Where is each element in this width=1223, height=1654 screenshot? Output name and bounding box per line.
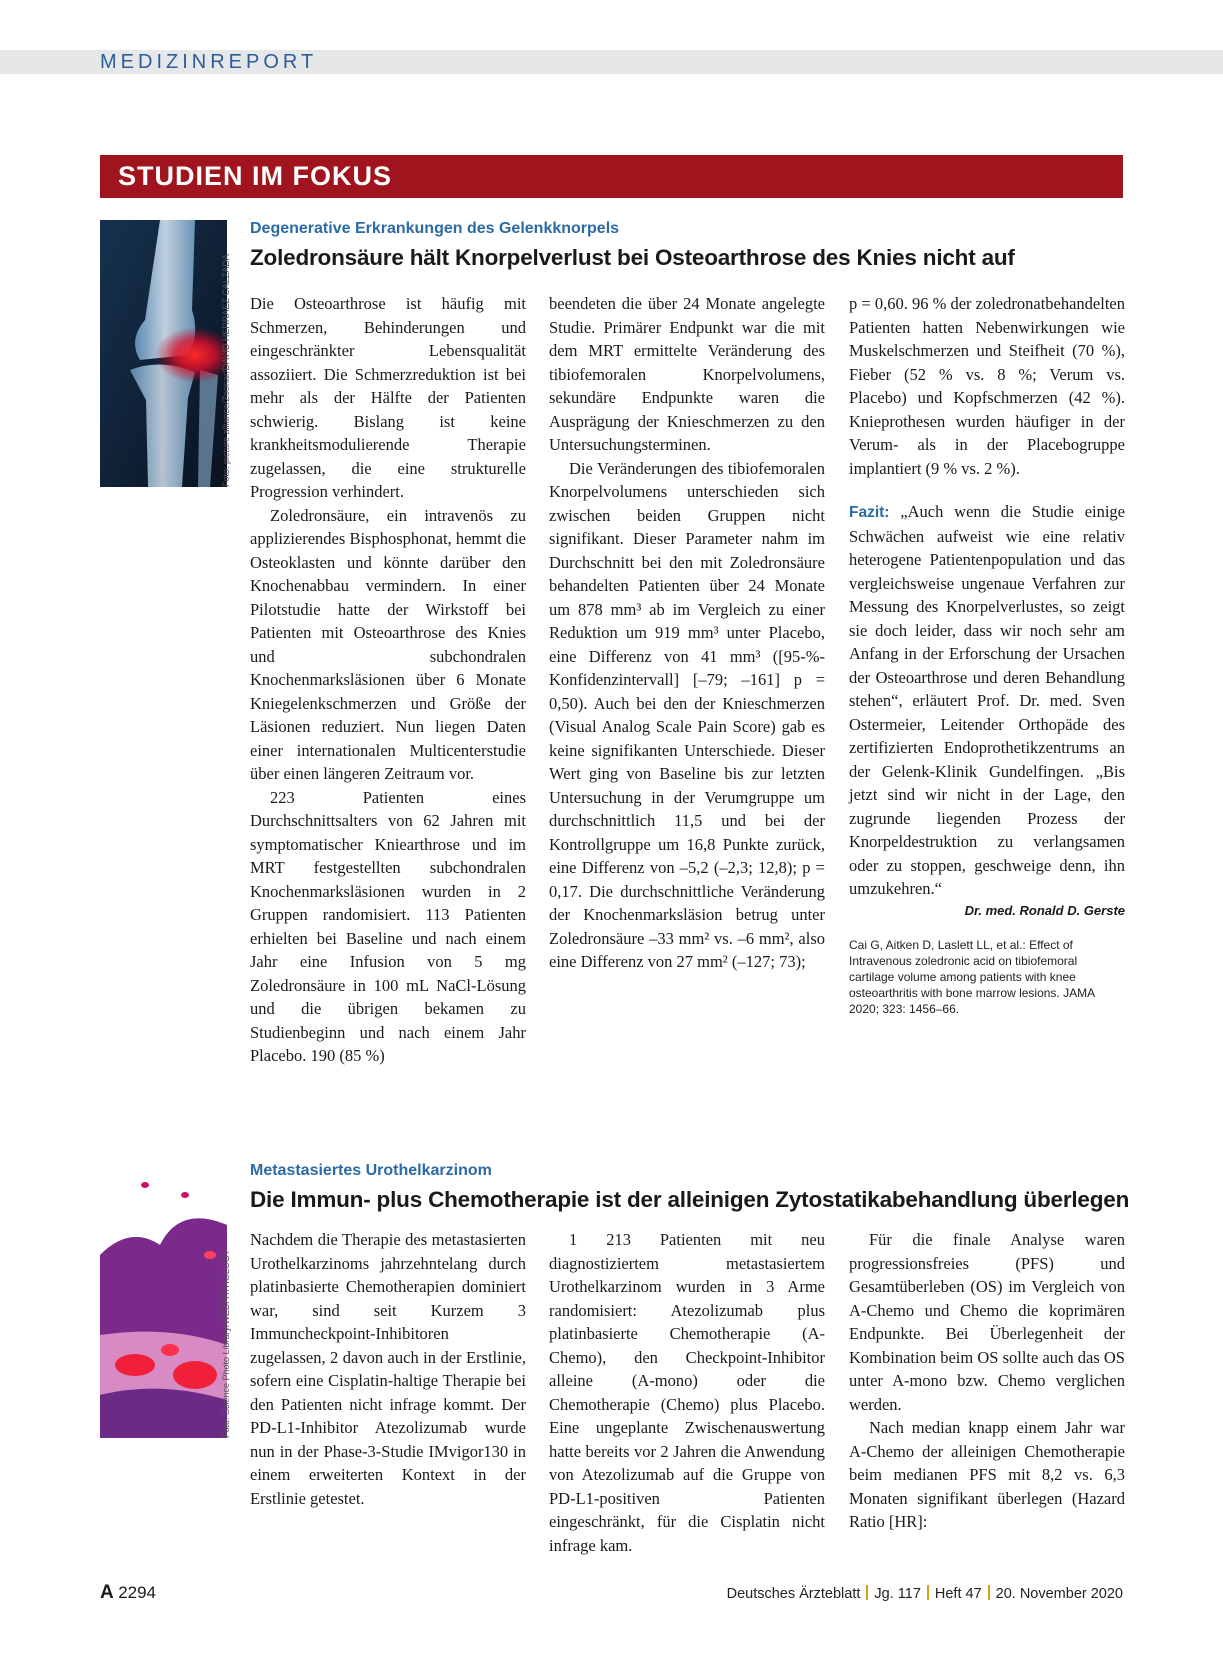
journal-date: 20. November 2020 bbox=[995, 1586, 1123, 1602]
separator bbox=[866, 1585, 868, 1600]
paragraph: Nach median knapp einem Jahr war A-Chemo der alleinigen Chemotherapie beim medianen PFS mit 8,2 vs. 6,3 Monaten signifikant überlegen (Hazard Ratio [HR]: bbox=[849, 1418, 1125, 1531]
page-number bbox=[100, 1582, 156, 1604]
separator bbox=[927, 1585, 929, 1600]
paragraph: Zoledronsäure, ein intravenös zu applizierendes Bisphosphonat, hemmt die Osteoklasten und könnte darüber den Knochenabbau vermindern. In einer Pilotstudie hatte der Wirkstoff bei Patienten mit Osteoarthrose des Knies und subchondralen Knochenmarksläsionen über 6 Monate Kniegelenkschmerzen und Größe der Läsionen reduziert. Nun liegen Daten einer internationalen Multicenterstudie über einen längeren Zeitraum vor. bbox=[250, 505, 526, 783]
article-column-1 bbox=[250, 1228, 526, 1510]
journal-volume: Jg. 117 bbox=[874, 1586, 921, 1602]
section-banner bbox=[100, 155, 1123, 198]
reference-citation: Cai G, Aitken D, Laslett LL, et al.: Effect of Intravenous zoledronic acid on tibiofemoral cartilage volume among patients with knee osteoarthritis with bone marrow lesions. JAMA 2020; 323: 1456–66. bbox=[849, 937, 1095, 1016]
fazit-paragraph bbox=[849, 500, 1125, 901]
journal-name: Deutsches Ärzteblatt bbox=[726, 1586, 861, 1602]
histology-photo bbox=[100, 1165, 227, 1438]
separator bbox=[988, 1585, 990, 1600]
banner-title: STUDIEN IM FOKUS bbox=[118, 161, 393, 191]
section-label: MEDIZINREPORT bbox=[100, 51, 318, 73]
paragraph: p = 0,60. 96 % der zoledronatbehandelten Patienten hatten Nebenwirkungen wie Muskelschmerzen und Steifheit (70 %), Fieber (52 % vs. 8 %; Verum vs. Placebo) und Kopfschmerzen (42 %). Knieprothesen wurden häufiger in der Verum- als in der Placebogruppe implantiert (9 % vs. 2 %). bbox=[849, 294, 1125, 478]
spacer bbox=[849, 480, 1125, 500]
journal-info bbox=[727, 1585, 1123, 1603]
knee-xray-photo bbox=[100, 220, 227, 487]
paragraph: 1 213 Patienten mit neu diagnostiziertem metastasiertem Urothelkarzinom wurden in 3 Arme randomisiert: Atezolizumab plus platinbasierte Chemotherapie (A-Chemo), den Checkpoint-Inhibitor alleine (A-mono) oder die Chemotherapie (Chemo) plus Placebo. Eine ungeplante Zwischenauswertung hatte bereits vor 2 Jahren die Anwendung von Atezolizumab auf die Gruppe von PD-L1-positiven Patienten eingeschränkt, für die Cisplatin nicht infrage kam. bbox=[549, 1230, 825, 1555]
photo-credit: Foto: picture alliance/Zoonar/DAVID HERRAEZ CALZADA bbox=[221, 254, 231, 487]
page-letter: A bbox=[100, 1582, 114, 1603]
fazit-text: „Auch wenn die Studie einige Schwächen aufweist wie eine relativ heterogene Patientenpopulation und das vergleichsweise ungenaue Verfahren zur Messung des Knorpelverlustes, so zeigt sie doch leider, dass wir noch sehr am Anfang in der Erforschung der Ursachen der Osteoarthrose und deren Behandlung stehen“, erläutert Prof. Dr. med. Sven Ostermeier, Leitender Orthopäde des zertifizierten Endoprothetikzentrums an der Gelenk-Klinik Gundelfingen. „Bis jetzt sind wir nicht in der Lage, den zugrunde liegenden Prozess der Knorpeldestruktion zu verlangsamen oder zu stoppen, geschweige denn, ihn umzukehren.“ bbox=[849, 502, 1126, 898]
article-headline: Die Immun- plus Chemotherapie ist der alleinigen Zytostatikabehandlung überlegen bbox=[250, 1187, 1130, 1212]
paragraph: Die Veränderungen des tibiofemoralen Knorpelvolumens unterschieden sich zwischen beiden Gruppen nicht signifikant. Dieser Parameter nahm im Durchschnitt bei den mit Zoledronsäure behandelten Patienten über 24 Monate um 878 mm³ ab im Vergleich zu einer Reduktion um 919 mm³ unter Placebo, eine Differenz von 41 mm³ ([95-%-Konfidenzintervall] [–79; –161] p = 0,50). Auch bei den der Knieschmerzen (Visual Analog Scale Pain Score) gab es keine signifikanten Unterschiede. Dieser Wert ging von Baseline bis zur letzten Untersuchung in der Verumgruppe um durchschnittlich 11,5 und bei der Kontrollgruppe um 16,8 Punkte zurück, eine Differenz von –5,2 (–2,3; 12,8); p = 0,17. Die durchschnittliche Veränderung der Knochenmarksläsion betrug unter Zoledronsäure –33 mm² vs. –6 mm², also eine Differenz von 27 mm² (–127; 73); bbox=[549, 458, 825, 971]
article-column-2 bbox=[549, 1228, 825, 1557]
author-byline: Dr. med. Ronald D. Gerste bbox=[964, 902, 1125, 918]
paragraph: beendeten die über 24 Monate angelegte Studie. Primärer Endpunkt war die mit dem MRT ermittelte Veränderung des tibiofemoralen Knorpelvolumens, sekundäre Endpunkte waren die Ausprägung der Knieschmerzen zu den Untersuchungsterminen. bbox=[549, 294, 825, 454]
paragraph: Die Osteoarthrose ist häufig mit Schmerzen, Behinderungen und eingeschränkter Lebensqualität assoziiert. Die Schmerzreduktion ist bei mehr als der Hälfte der Patienten schwierig. Bislang ist keine krankheitsmodulierende Therapie zugelassen, die eine strukturelle Progression verhindert. bbox=[250, 294, 526, 501]
fazit-label: Fazit: bbox=[849, 504, 890, 521]
photo-credit: Foto: Science Photo Library/WEBPATHOLOGY bbox=[221, 1249, 231, 1438]
article-column-1 bbox=[250, 292, 526, 1068]
page-number-value: 2294 bbox=[118, 1583, 157, 1602]
article-column-2 bbox=[549, 292, 825, 974]
paragraph: Für die finale Analyse waren progressionsfreies (PFS) und Gesamtüberleben (OS) im Vergleich von A-Chemo und Chemo die koprimären Endpunkte. Bei Überlegenheit der Kombination beim OS sollte auch das OS unter A-mono bzw. Chemo verglichen werden. bbox=[849, 1230, 1125, 1414]
article-headline: Zoledronsäure hält Knorpelverlust bei Osteoarthrose des Knies nicht auf bbox=[250, 245, 1015, 270]
article-kicker: Metastasiertes Urothelkarzinom bbox=[250, 1162, 492, 1179]
article-column-3 bbox=[849, 292, 1125, 1017]
journal-issue: Heft 47 bbox=[934, 1586, 982, 1602]
paragraph: Nachdem die Therapie des metastasierten Urothelkarzinoms jahrzehntelang durch platinbasierte Chemotherapien dominiert war, sind seit Kurzem 3 Immuncheckpoint-Inhibitoren zugelassen, 2 davon auch in der Erstlinie, sofern eine Cisplatin-haltige Therapie bei den Patienten nicht infrage kommt. Der PD-L1-Inhibitor Atezolizumab wurde nun in der Phase-3-Studie IMvigor130 in einem erweiterten Kontext in der Erstlinie getestet. bbox=[250, 1230, 526, 1508]
paragraph: 223 Patienten eines Durchschnittsalters von 62 Jahren mit symptomatischer Kniearthrose und im MRT festgestellten subchondralen Knochenmarksläsionen wurden in 2 Gruppen randomisiert. 113 Patienten erhielten bei Baseline und nach einem Jahr eine Infusion von 5 mg Zoledronsäure in 100 mL NaCl-Lösung und die übrigen bekamen zu Studienbeginn und nach einem Jahr Placebo. 190 (85 %) bbox=[250, 787, 526, 1065]
article-column-3 bbox=[849, 1228, 1125, 1534]
article-kicker: Degenerative Erkrankungen des Gelenkknorpels bbox=[250, 220, 620, 237]
